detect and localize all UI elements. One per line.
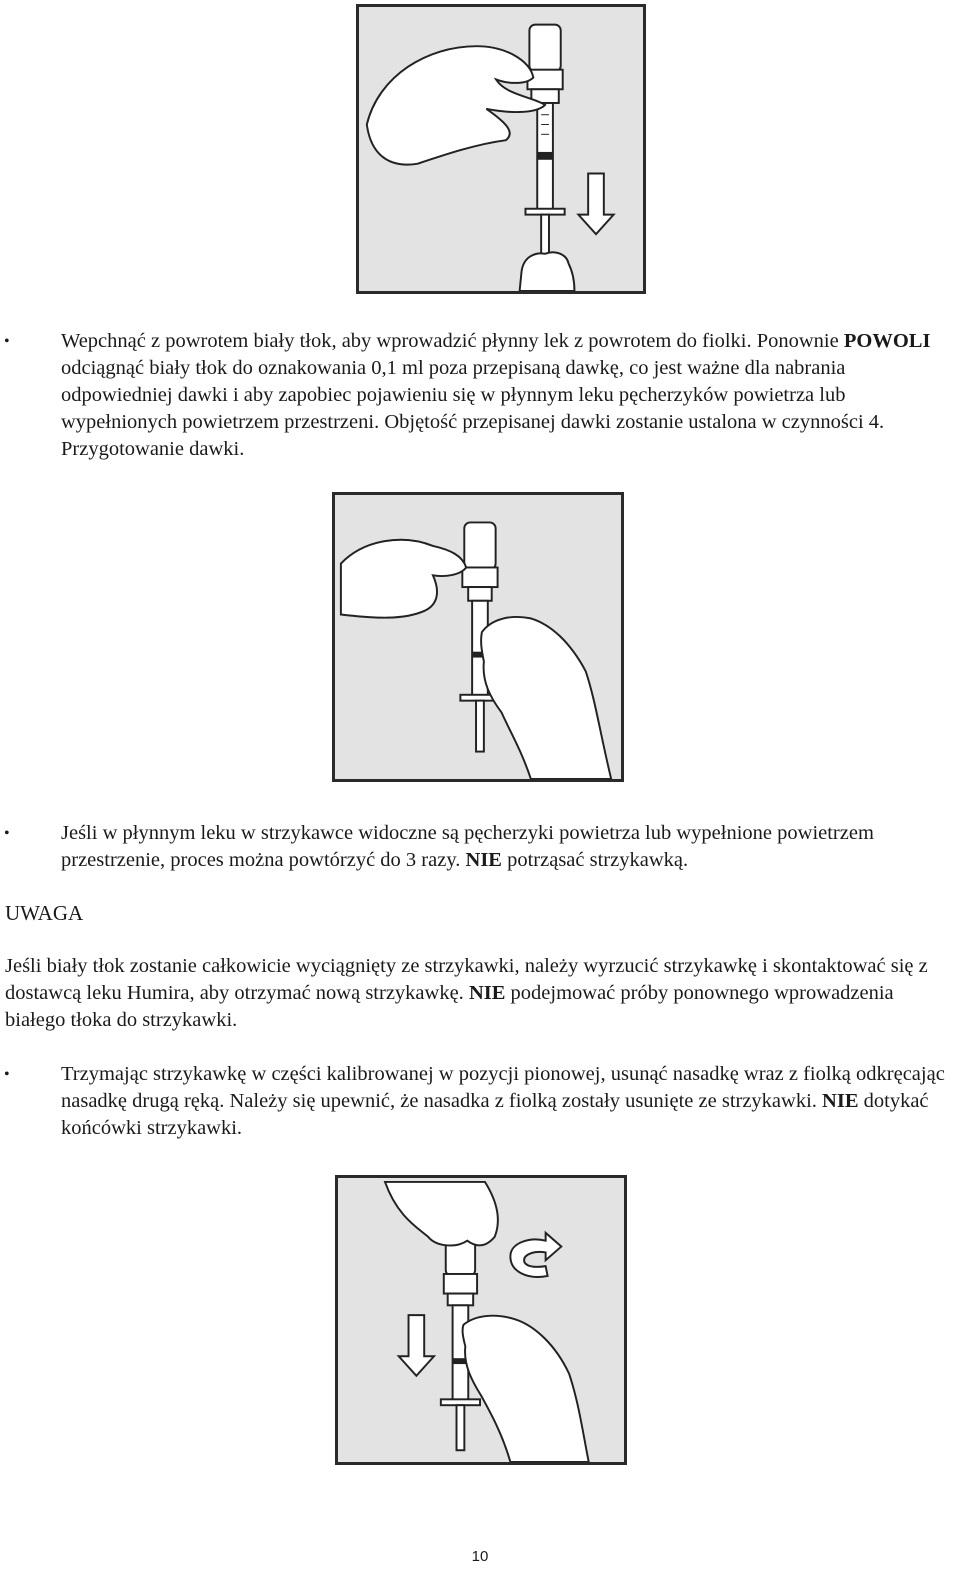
- step-paragraph-3: [0, 1061, 960, 1143]
- rotate-arrow-icon: [510, 1233, 561, 1277]
- down-arrow-icon: [399, 1315, 434, 1376]
- warning-heading: UWAGA: [5, 901, 84, 925]
- hand-icon: [463, 1316, 589, 1462]
- emphasis: POWOLI: [843, 330, 931, 352]
- step-paragraph-1: [0, 328, 960, 464]
- hand-icon: [341, 540, 466, 618]
- emphasis: NIE: [822, 1090, 859, 1112]
- step-paragraph-2: [0, 820, 960, 876]
- down-arrow-icon: [578, 173, 613, 234]
- step-text: Wepchnąć z powrotem biały tłok, aby wprowadzić płynny lek z powrotem do fiolki. Ponownie POWOLI odciągnąć biały tłok do oznakowania 0,1 ml poza przepisaną dawkę, co jest ważne dla nabrania odpowiedniej dawki i aby zapobiec pojawieniu się w płynnym leku pęcherzyków powietrza lub wypełnionych powietrzem przestrzeni. Objętość przepisanej dawki zostanie ustalona w czynności 4. Przygotowanie dawki.: [61, 330, 931, 460]
- hand-icon: [367, 46, 545, 164]
- emphasis: NIE: [468, 982, 506, 1004]
- emphasis: NIE: [465, 849, 502, 871]
- figure-pull-plunger: [356, 4, 646, 294]
- step-text: Trzymając strzykawkę w części kalibrowanej w pozycji pionowej, usunąć nasadkę wraz z fiolką odkręcając nasadkę drugą ręką. Należy się upewnić, że nasadka z fiolką zostały usunięte ze strzykawki. NIE dotykać końcówki strzykawki.: [61, 1063, 945, 1139]
- step-text: Jeśli w płynnym leku w strzykawce widoczne są pęcherzyki powietrza lub wypełnione powietrzem przestrzenie, proces można powtórzyć do 3 razy. NIE potrząsać strzykawką.: [61, 822, 874, 871]
- hand-icon: [481, 617, 611, 779]
- figure-check-bubbles: [332, 492, 624, 782]
- bullet-marker: •: [4, 1066, 10, 1083]
- syringe-vial-icon: [338, 1178, 624, 1462]
- page-number: 10: [471, 1548, 489, 1565]
- syringe-vial-icon: [359, 7, 643, 291]
- bullet-marker: •: [4, 825, 10, 842]
- figure-remove-vial: [335, 1175, 627, 1465]
- hand-icon: [385, 1182, 498, 1246]
- syringe-vial-icon: [335, 495, 621, 779]
- warning-paragraph: Jeśli biały tłok zostanie całkowicie wyciągnięty ze strzykawki, należy wyrzucić strzykawkę i skontaktować się z dostawcą leku Humira, aby otrzymać nową strzykawkę. NIE podejmować próby ponownego wprowadzenia białego tłoka do strzykawki.: [5, 955, 928, 1031]
- bullet-marker: •: [4, 333, 10, 350]
